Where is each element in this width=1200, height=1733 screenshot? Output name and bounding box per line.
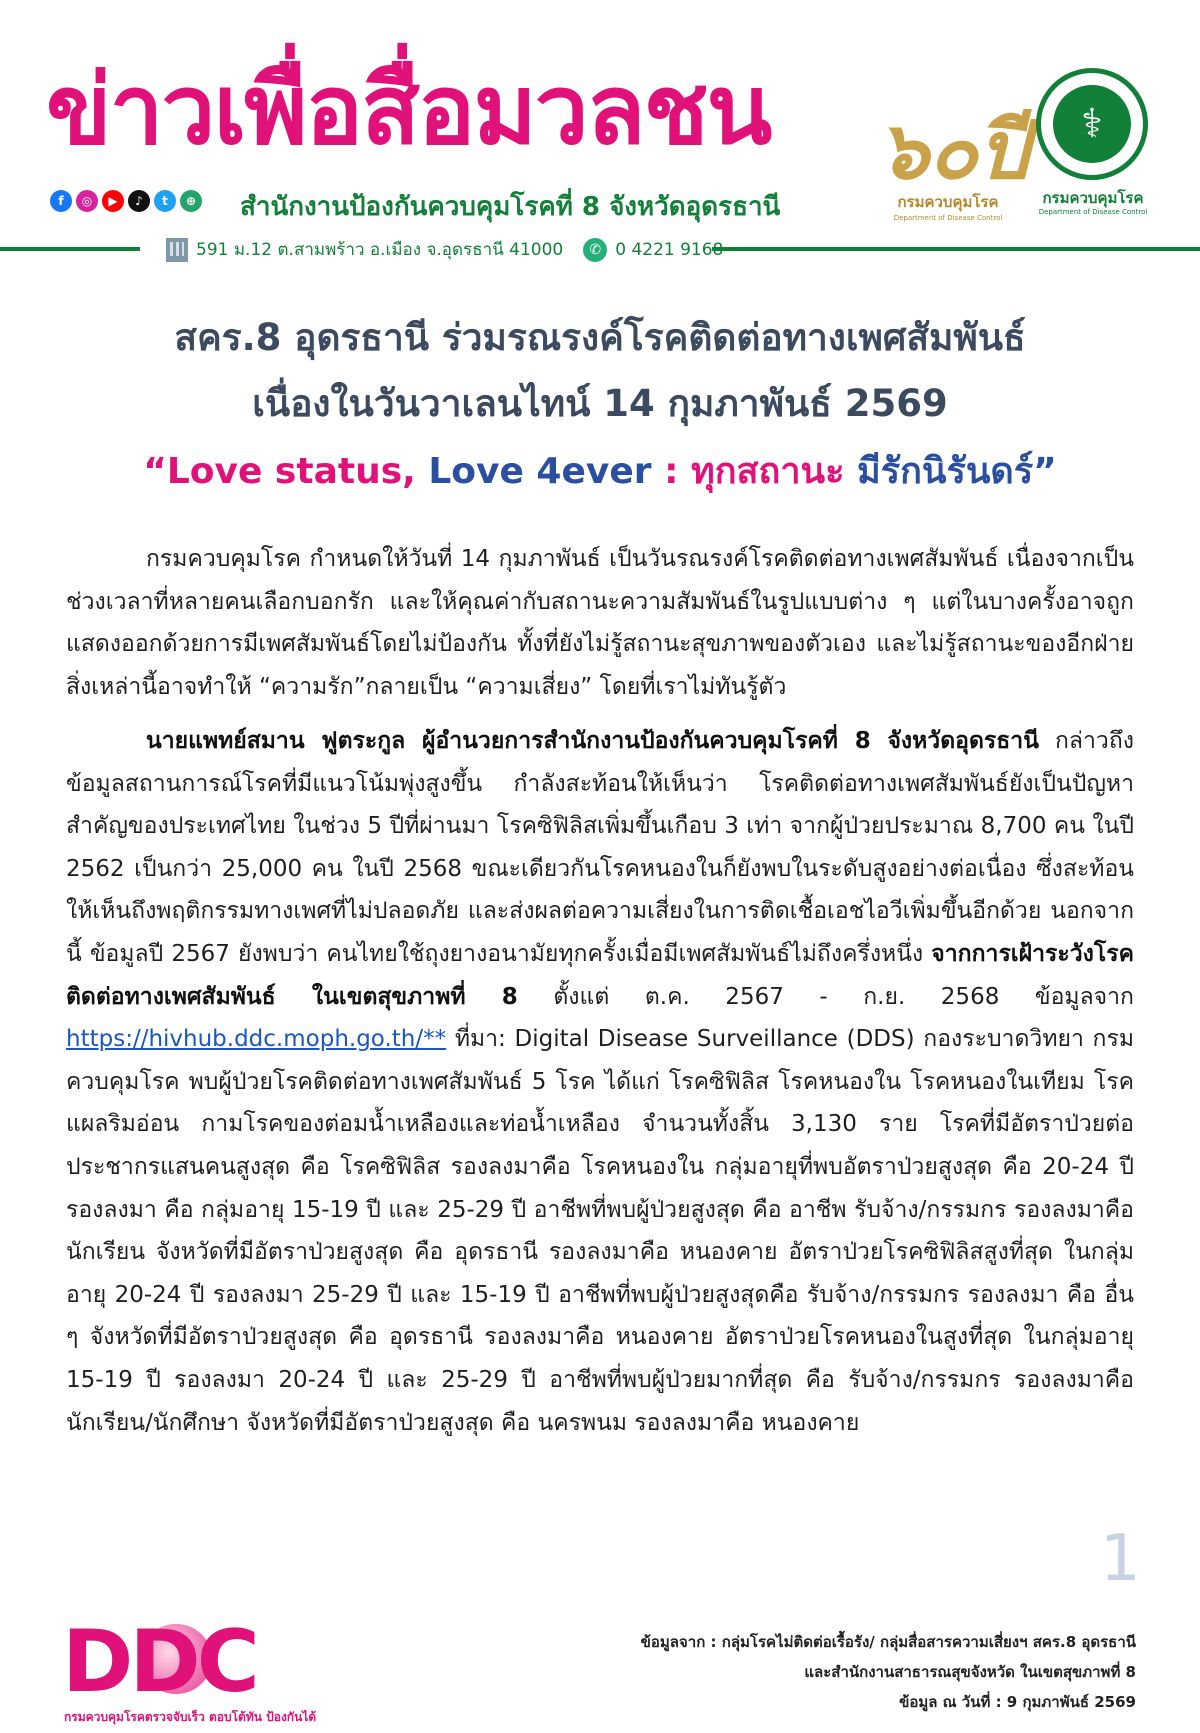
paragraph-2-text-1: กล่าวถึงข้อมูลสถานการณ์โรคที่มีแนวโน้มพุ่งสูงขึ้น กำลังสะท้อนให้เห็นว่า โรคติดต่อทางเพศสัมพันธ์ยังเป็นปัญหาสำคัญของประเทศไทย ในช่วง 5 ปีที่ผ่านมา โรคซิฟิลิสเพิ่มขึ้นเกือบ 3 เท่า จากผู้ป่วยประมาณ 8,700 คน ในปี 2562 เป็นกว่า 25,000 คน ในปี 2568 ขณะเดียวกันโรคหนองในก็ยังพบในระดับสูงอย่างต่อเนื่อง ซึ่งสะท้อนให้เห็นถึงพฤติกรรมทางเพศที่ไม่ปลอดภัย และส่งผลต่อความเสี่ยงในการติดเชื้อเอชไอวีเพิ่มขึ้นอีกด้วย นอกจากนี้ ข้อมูลปี 2567 ยังพบว่า คนไทยใช้ถุงยางอนามัยทุกครั้งเมื่อมีเพศสัมพันธ์ไม่ถึงครึ่งหนึ่ง [66,728,1134,967]
phone-icon: ✆ [583,238,607,262]
director-name: นายแพทย์สมาน ฟูตระกูล ผู้อำนวยการสำนักงานป้องกันควบคุมโรคที่ 8 จังหวัดอุดรธานี [146,728,1039,754]
body-paragraph-2 [66,720,1134,1444]
ddc-tagline: กรมควบคุมโรคตรวจจับเร็ว ตอบโต้ทัน ป้องกันได้ [64,1710,317,1724]
headline-line1: สคร.8 อุดรธานี ร่วมรณรงค์โรคติดต่อทางเพศสัมพันธ์ [174,316,1026,359]
office-name: สำนักงานป้องกันควบคุมโรคที่ 8 จังหวัดอุดรธานี [240,192,781,222]
tiktok-icon[interactable]: ♪ [128,190,150,212]
logo60-caption-en: Department of Disease Control [893,214,1003,222]
headline-line2: เนื่องในวันวาเลนไทน์ 14 กุมภาพันธ์ 2569 [252,382,948,425]
footer-date-line: ข้อมูล ณ วันที่ : 9 กุมภาพันธ์ 2569 [899,1693,1136,1711]
slogan-part-d: ทุกสถานะ [691,451,845,492]
logo60-caption: กรมควบคุมโรค [897,193,999,211]
banner-title: ข่าวเพื่อสื่อมวลชน [46,54,771,166]
instagram-icon[interactable]: ◎ [76,190,98,212]
youtube-icon[interactable]: ▶ [102,190,124,212]
seal-caption: กรมควบคุมโรค [1042,189,1144,207]
hivhub-link[interactable]: https://hivhub.ddc.moph.go.th/** [66,1026,447,1053]
paragraph-2-text-3: ที่มา: Digital Disease Surveillance (DDS) กองระบาดวิทยา กรมควบคุมโรค พบผู้ป่วยโรคติดต่อทางเพศสัมพันธ์ 5 โรค ได้แก่ โรคซิฟิลิส โรคหนองใน โรคหนองในเทียม โรคแผลริมอ่อน กามโรคของต่อมน้ำเหลืองและท่อน้ำเหลือง จำนวนทั้งสิ้น 3,130 ราย โรคที่มีอัตราป่วยต่อประชากรแสนคนสูงสุด คือ โรคซิฟิลิส รองลงมาคือ โรคหนองใน กลุ่มอายุที่พบอัตราป่วยสูงสุด คือ 20-24 ปี รองลงมา คือ กลุ่มอายุ 15-19 ปี และ 25-29 ปี อาชีพที่พบผู้ป่วยสูงสุด คือ อาชีพ รับจ้าง/กรรมกร รองลงมาคือ นักเรียน จังหวัดที่มีอัตราป่วยสูงสุด คือ อุดรธานี รองลงมาคือ หนองคาย อัตราป่วยโรคซิฟิลิสสูงที่สุด ในกลุ่มอายุ 20-24 ปี รองลงมา 25-29 ปี และ 15-19 ปี อาชีพที่พบผู้ป่วยสูงสุดคือ รับจ้าง/กรรมกร รองลงมา คือ อื่น ๆ จังหวัดที่มีอัตราป่วยสูงสุด คือ อุดรธานี รองลงมาคือ หนองคาย อัตราป่วยโรคหนองในสูงที่สุด ในกลุ่มอายุ 15-19 ปี รองลงมา 20-24 ปี และ 25-29 ปี อาชีพที่พบผู้ป่วยมากที่สุด คือ รับจ้าง/กรรมกร รองลงมาคือ นักเรียน/นักศึกษา จังหวัดที่มีอัตราป่วยสูงสุด คือ นครพนม รองลงมาคือ หนองคาย [66,1026,1134,1436]
web-icon[interactable]: ⊕ [180,190,202,212]
phone-text[interactable]: 0 4221 9168 [615,239,724,260]
social-links [50,190,202,212]
seal-caption-en: Department of Disease Control [1038,208,1148,216]
twitter-icon[interactable]: t [154,190,176,212]
headline-slogan [0,442,1200,499]
anniversary-60-logo [878,103,1029,222]
paragraph-1-text: กรมควบคุมโรค กำหนดให้วันที่ 14 กุมภาพันธ์ เป็นวันรณรงค์โรคติดต่อทางเพศสัมพันธ์ เนื่องจากเป็นช่วงเวลาที่หลายคนเลือกบอกรัก และให้คุณค่ากับสถานะความสัมพันธ์ในรูปแบบต่าง ๆ แต่ในบางครั้งอาจถูกแสดงออกด้วยการมีเพศสัมพันธ์โดยไม่ป้องกัน ทั้งที่ยังไม่รู้สถานะสุขภาพของตัวเอง และไม่รู้สถานะของอีกฝ่าย สิ่งเหล่านี้อาจทำให้ “ความรัก”กลายเป็น “ความเสี่ยง” โดยที่เราไม่ทันรู้ตัว [66,546,1134,700]
slogan-part-b: Love 4ever [415,451,665,492]
contact-row [166,236,723,263]
footer-source-line2: และสำนักงานสาธารณสุขจังหวัด ในเขตสุขภาพที่ 8 [804,1663,1136,1681]
header-divider-left [0,247,140,251]
ministry-seal-logo [1036,68,1148,180]
caduceus-icon: ⚕ [1053,85,1131,163]
logo60-number: ๖๐ปี [878,103,1029,197]
header-divider-right [712,247,1200,251]
page-number: 1 [1100,1522,1141,1596]
slogan-part-c: : [664,451,692,492]
building-icon [166,238,188,262]
body-paragraph-1 [66,538,1134,708]
ddc-logo [62,1612,302,1712]
address-text: 591 ม.12 ต.สามพร้าว อ.เมือง จ.อุดรธานี 41000 [196,240,564,260]
paragraph-2-text-2: ตั้งแต่ ต.ค. 2567 - ก.ย. 2568 ข้อมูลจาก [517,983,1134,1010]
footer-source-line1: ข้อมูลจาก : กลุ่มโรคไม่ติดต่อเรื้อรัง/ กลุ่มสื่อสารความเสี่ยงฯ สคร.8 อุดรธานี [640,1633,1136,1651]
slogan-part-a: “Love status, [143,451,416,492]
slogan-part-e: มีรักนิรันดร์” [844,451,1057,492]
ddc-logo-letters: DDC [62,1612,256,1712]
surveillance-heading: จากการเฝ้าระวังโรคติดต่อทางเพศสัมพันธ์ ในเขตสุขภาพที่ 8 [66,940,1134,1010]
facebook-icon[interactable]: f [50,190,72,212]
